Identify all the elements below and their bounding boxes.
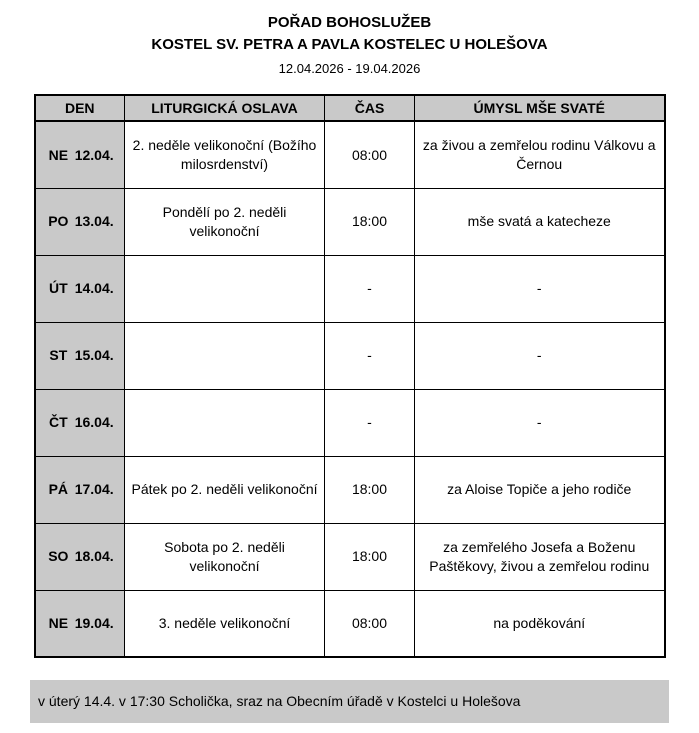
celebration-cell: [125, 255, 325, 322]
day-date: 17.04.: [74, 481, 114, 498]
table-body: [35, 121, 665, 657]
day-date: 18.04.: [74, 548, 114, 565]
page-title: POŘAD BOHOSLUŽEB: [267, 14, 432, 31]
date-range: 12.04.2026 - 19.04.2026: [278, 60, 421, 76]
time-cell: -: [325, 255, 415, 322]
intention-cell: na poděkování: [415, 590, 665, 657]
time-cell: -: [325, 389, 415, 456]
intention-cell: za zemřelého Josefa a Boženu Paštěkovy, živou a zemřelou rodinu: [415, 523, 665, 590]
day-abbr: ČT: [48, 414, 68, 431]
day-date: 19.04.: [74, 615, 114, 632]
intention-cell: mše svatá a katecheze: [415, 188, 665, 255]
time-cell: 08:00: [325, 121, 415, 188]
page-subtitle: KOSTEL SV. PETRA A PAVLA KOSTELEC U HOLEŠOVA: [151, 36, 548, 54]
time-cell: 18:00: [325, 456, 415, 523]
table-row: [35, 389, 665, 456]
column-header-umysl-mse-svate: ÚMYSL MŠE SVATÉ: [415, 95, 665, 121]
intention-cell: za živou a zemřelou rodinu Válkovu a Černou: [415, 121, 665, 188]
table-row: [35, 322, 665, 389]
column-header-cas: ČAS: [325, 95, 415, 121]
celebration-cell: [125, 322, 325, 389]
day-cell: [35, 523, 125, 590]
day-abbr: SO: [48, 548, 69, 565]
day-abbr: ST: [49, 347, 68, 364]
schedule-table: [34, 94, 666, 658]
table-head: [35, 95, 665, 121]
day-cell: [35, 121, 125, 188]
document-header: [0, 13, 699, 77]
day-date: 16.04.: [74, 414, 114, 431]
day-abbr: PÁ: [48, 481, 69, 498]
intention-cell: za Aloise Topiče a jeho rodiče: [415, 456, 665, 523]
table-header-row: [35, 95, 665, 121]
table-row: [35, 121, 665, 188]
day-cell: [35, 322, 125, 389]
time-cell: -: [325, 322, 415, 389]
day-abbr: NE: [48, 615, 69, 632]
day-date: 12.04.: [74, 146, 114, 163]
time-cell: 18:00: [325, 188, 415, 255]
table-row: [35, 590, 665, 657]
day-date: 13.04.: [74, 213, 114, 230]
day-date: 15.04.: [74, 347, 114, 364]
celebration-cell: Pátek po 2. neděli velikonoční: [125, 456, 325, 523]
table-row: [35, 456, 665, 523]
day-date: 14.04.: [74, 280, 114, 297]
day-cell: [35, 456, 125, 523]
intention-cell: -: [415, 389, 665, 456]
column-header-liturgicka-oslava: LITURGICKÁ OSLAVA: [125, 95, 325, 121]
day-abbr: NE: [48, 146, 69, 163]
table-row: [35, 188, 665, 255]
time-cell: 08:00: [325, 590, 415, 657]
day-cell: [35, 255, 125, 322]
intention-cell: -: [415, 255, 665, 322]
celebration-cell: Sobota po 2. neděli velikonoční: [125, 523, 325, 590]
celebration-cell: [125, 389, 325, 456]
table-row: [35, 523, 665, 590]
time-cell: 18:00: [325, 523, 415, 590]
footer-note: v úterý 14.4. v 17:30 Scholička, sraz na Obecním úřadě v Kostelci u Holešova: [30, 680, 669, 722]
column-header-den: DEN: [35, 95, 125, 121]
intention-cell: -: [415, 322, 665, 389]
day-cell: [35, 590, 125, 657]
celebration-cell: 2. neděle velikonoční (Božího milosrdenství): [125, 121, 325, 188]
celebration-cell: 3. neděle velikonoční: [125, 590, 325, 657]
day-cell: [35, 389, 125, 456]
day-abbr: ÚT: [48, 280, 68, 297]
day-cell: [35, 188, 125, 255]
celebration-cell: Pondělí po 2. neděli velikonoční: [125, 188, 325, 255]
day-abbr: PO: [48, 213, 69, 230]
table-row: [35, 255, 665, 322]
